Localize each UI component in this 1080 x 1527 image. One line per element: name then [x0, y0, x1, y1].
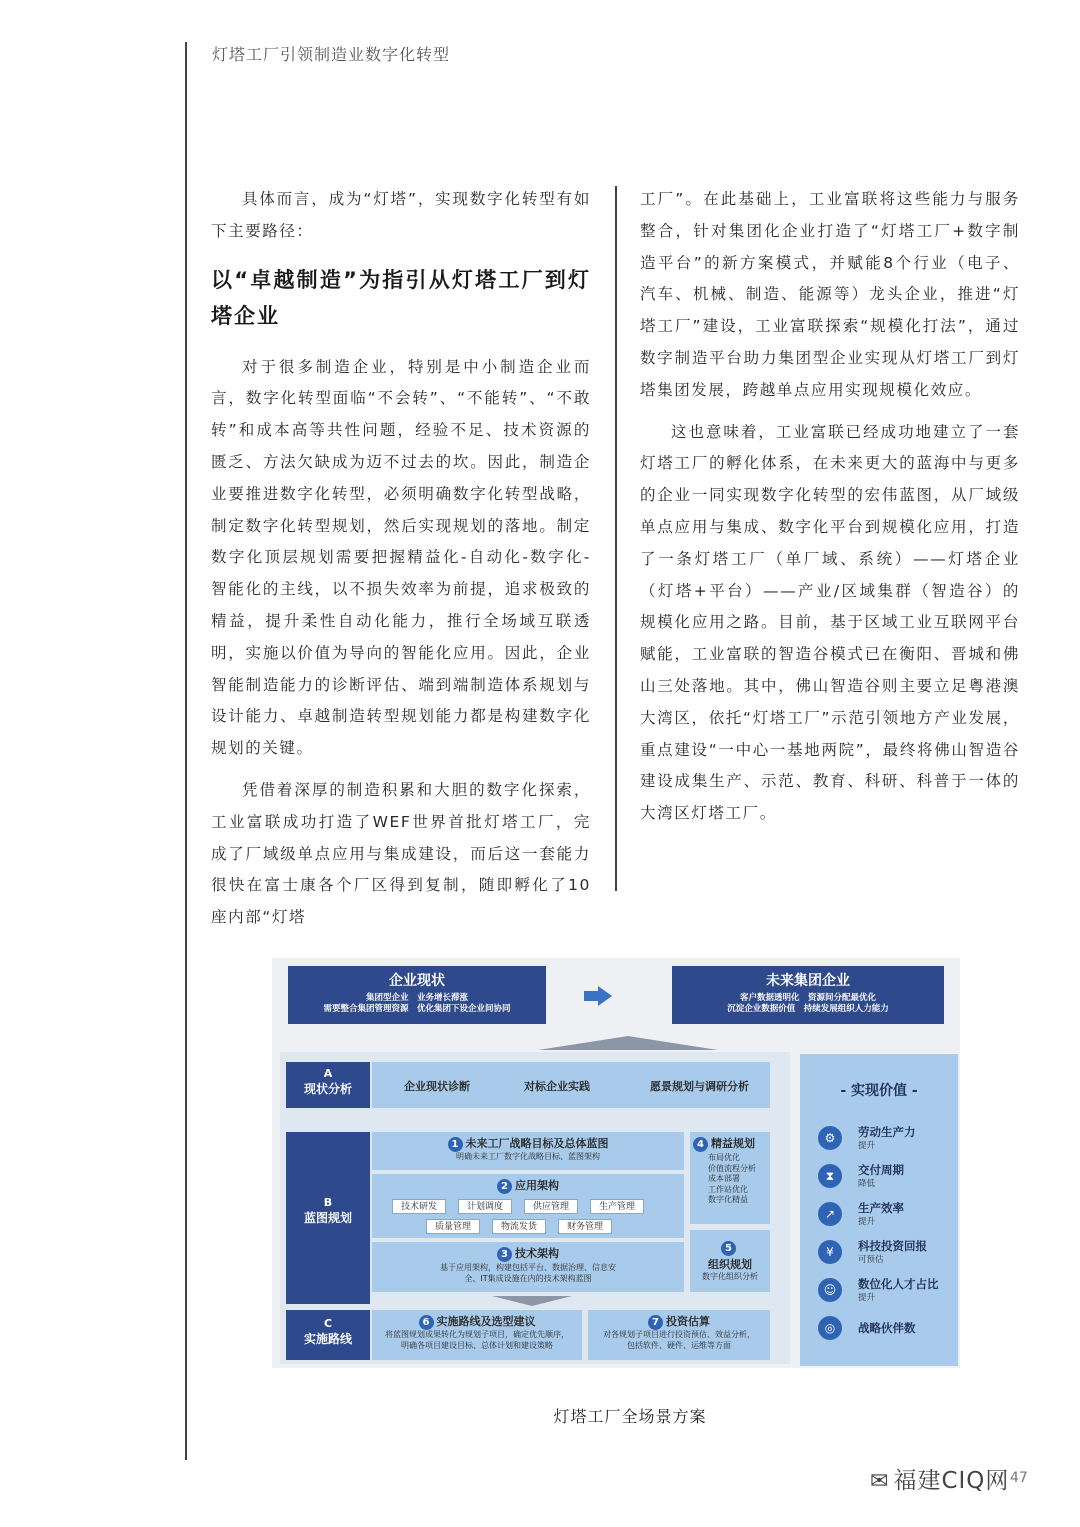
future-state-title: 未来集团企业 [766, 973, 850, 989]
blueprint-step-2: 2 应用架构 技术研发 计划调度 供应管理 生产管理 质量管理 物流发货 财务管理 [372, 1174, 684, 1238]
implementation-step-7: 7 投资估算 对各规划子项目进行投资预估、效益分析， 包括软件、硬件、运维等方面 [588, 1310, 770, 1360]
current-state-box [288, 966, 546, 1024]
lean-item: 数字化精益 [708, 1195, 748, 1204]
section-heading: 以“卓越制造”为指引从灯塔工厂到灯塔企业 [211, 267, 591, 328]
future-state-line: 沉淀企业数据价值 持续发展组织人力能力 [727, 1004, 889, 1014]
arrow-shaft [584, 991, 599, 1001]
app-module-chip: 财务管理 [558, 1219, 612, 1234]
app-module-chip: 物流发货 [492, 1219, 546, 1234]
value-item: ⧗ 交付周期 降低 [818, 1162, 958, 1192]
blueprint-step-4: 4 精益规划 布局优化 价值流程分析 成本部署 工作站优化 数字化精益 [690, 1132, 770, 1224]
blueprint-step-5: 5 组织规划 数字化组织分析 [690, 1230, 770, 1292]
current-state-title: 企业现状 [389, 973, 445, 989]
investment-icon: ¥ [818, 1240, 842, 1264]
value-item: ☺ 数位化人才占比 提升 [818, 1276, 958, 1306]
lean-item: 工作站优化 [708, 1184, 748, 1194]
watermark: ✉ 福建CIQ网 [870, 1468, 1010, 1494]
wechat-icon: ✉ [870, 1469, 890, 1494]
left-margin-rule [185, 42, 187, 1460]
right-arrow-icon [598, 986, 612, 1006]
app-module-chip: 供应管理 [524, 1199, 578, 1214]
body-paragraph: 凭借着深厚的制造积累和大胆的数字化探索，工业富联成功打造了WEF世界首批灯塔工厂，完成了厂域级单点应用与集成建设，而后这一套能力很快在富士康各个厂区得到复制，随即孵化了10座内部“灯塔 [211, 780, 591, 927]
value-item: ⚙ 劳动生产力 提升 [818, 1124, 958, 1154]
value-item: ¥ 科技投资回报 可预估 [818, 1238, 958, 1268]
body-paragraph: 这也意味着，工业富联已经成功地建立了一套灯塔工厂的孵化体系，在未来更大的蓝海中与更多的企业一同实现数字化转型的宏伟蓝图，从厂域级单点应用与集成、数字化平台到规模化应用，打造了一条灯塔工厂（单厂域、系统）——灯塔企业（灯塔+平台）——产业/区域集群（智造谷）的规模化应用之路。目前，基于区域工业互联网平台赋能，工业富联的智造谷模式已在衡阳、晋城和佛山三处落地。其中，佛山智造谷则主要立足粤港澳大湾区，依托“灯塔工厂”示范引领地方产业发展，重点建设“一中心一基地两院”，最终将佛山智造谷建设成集生产、示范、教育、科研、科普于一体的大湾区灯塔工厂。 [640, 422, 1020, 823]
down-triangle-icon [492, 1296, 572, 1306]
running-title: 灯塔工厂引领制造业数字化转型 [212, 45, 451, 64]
phase-a-label: A 现状分析 [286, 1062, 370, 1108]
phase-a-item: 愿景规划与调研分析 [650, 1080, 749, 1093]
up-triangle-icon [538, 1036, 718, 1050]
app-module-chip: 质量管理 [426, 1219, 480, 1234]
current-state-line: 需要整合集团管理资源 优化集团下设企业间协同 [323, 1004, 511, 1014]
left-column [211, 184, 591, 944]
value-item: ↗ 生产效率 提升 [818, 1200, 958, 1230]
app-module-chip: 技术研发 [392, 1199, 446, 1214]
hourglass-icon: ⧗ [818, 1164, 842, 1188]
intro-paragraph: 具体而言，成为“灯塔”，实现数字化转型有如下主要路径： [211, 190, 591, 240]
figure-caption: 灯塔工厂全场景方案 [553, 1407, 707, 1426]
phase-a-item: 对标企业实践 [524, 1080, 590, 1093]
value-item: ◎ 战略伙伴数 [818, 1314, 958, 1344]
talent-icon: ☺ [818, 1278, 842, 1302]
lean-item: 成本部署 [708, 1174, 740, 1183]
value-panel: - 实现价值 - ⚙ 劳动生产力 提升 ⧗ 交付周期 降低 ↗ 生产效率 提升 ¥ 科技投资回报 可预估 ☺ 数位化人才占比 提升 ◎ 战略伙伴数 [800, 1054, 958, 1366]
right-column [640, 184, 1020, 840]
column-divider [615, 186, 617, 891]
body-paragraph: 工厂”。在此基础上，工业富联将这些能力与服务整合，针对集团化企业打造了“灯塔工厂+数字制造平台”的新方案模式，并赋能8个行业（电子、汽车、机械、制造、能源等）龙头企业，推进“灯塔工厂”建设，工业富联探索“规模化打法”，通过数字制造平台助力集团型企业实现从灯塔工厂到灯塔集团发展，跨越单点应用实现规模化效应。 [640, 190, 1020, 399]
body-paragraph: 对于很多制造企业，特别是中小制造企业而言，数字化转型面临“不会转”、“不能转”、“不敢转”和成本高等共性问题，经验不足、技术资源的匮乏、方法欠缺成为迈不过去的坎。因此，制造企业要推进数字化转型，必须明确数字化转型战略，制定数字化转型规划，然后实现规划的落地。制定数字化顶层规划需要把握精益化-自动化-数字化-智能化的主线，以不损失效率为前提，追求极致的精益，提升柔性自动化能力，推行全场域互联透明，实施以价值为导向的智能化应用。因此，企业智能制造能力的诊断评估、端到端制造体系规划与设计能力、卓越制造转型规划能力都是构建数字化规划的关键。 [211, 357, 591, 758]
app-module-chip: 生产管理 [590, 1199, 644, 1214]
page-number: 47 [1010, 1470, 1028, 1486]
phase-a-bar [372, 1062, 770, 1108]
future-state-box [672, 966, 944, 1024]
future-state-line: 客户数据透明化 资源间分配最优化 [739, 993, 876, 1003]
lean-item: 价值流程分析 [708, 1163, 756, 1173]
implementation-step-6: 6 实施路线及选型建议 将蓝图规划成果转化为规划子项目，确定优先顺序， 明确各项目建设目标、总体计划和建设策略 [372, 1310, 582, 1360]
partner-icon: ◎ [818, 1316, 842, 1340]
lean-item: 布局优化 [708, 1153, 740, 1162]
lighthouse-solution-diagram [272, 958, 960, 1368]
blueprint-step-1: 1 未来工厂战略目标及总体蓝图 明确未来工厂数字化战略目标、蓝图架构 [372, 1132, 684, 1170]
current-state-line: 集团型企业 业务增长滞涨 [365, 993, 468, 1003]
value-panel-title: 实现价值 [851, 1083, 907, 1099]
phase-c-label: C 实施路线 [286, 1310, 370, 1360]
trend-icon: ↗ [818, 1202, 842, 1226]
phase-b-label: B 蓝图规划 [286, 1132, 370, 1304]
worker-icon: ⚙ [818, 1126, 842, 1150]
phase-a-item: 企业现状诊断 [404, 1080, 470, 1093]
blueprint-step-3: 3 技术架构 基于应用架构，构建包括平台、数据治理、信息安 全、IT集成设施在内的技术架构蓝图 [372, 1242, 684, 1292]
app-module-chip: 计划调度 [458, 1199, 512, 1214]
